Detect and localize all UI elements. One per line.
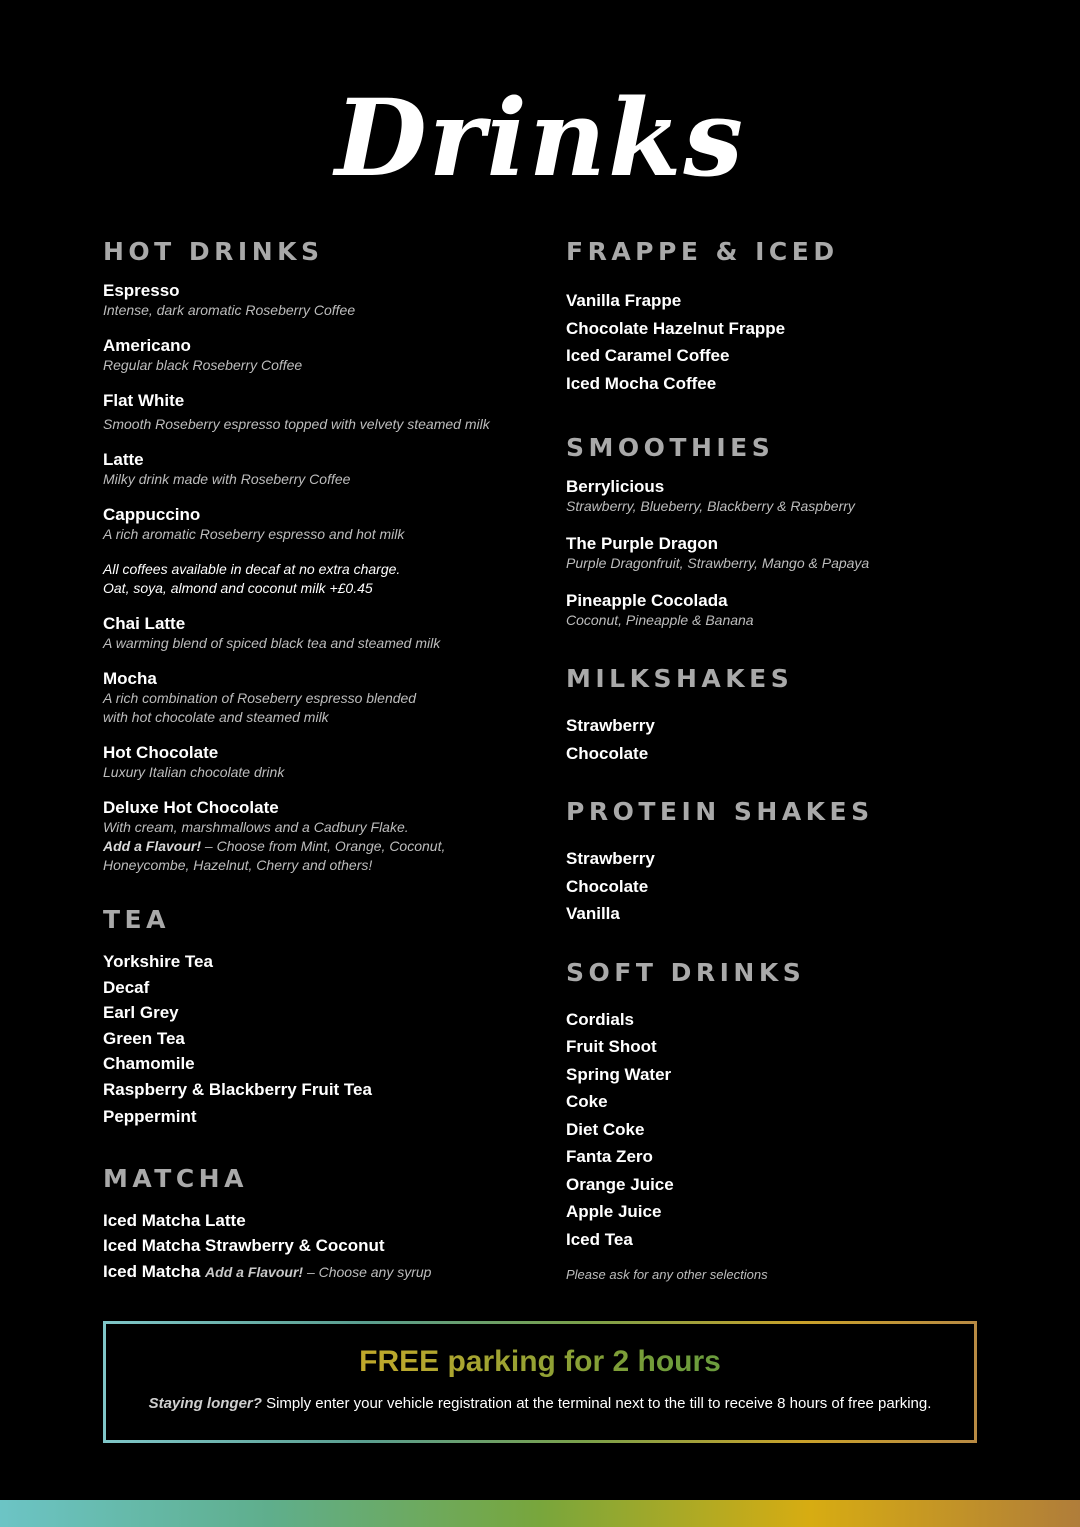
list-item: Strawberry — [566, 716, 655, 735]
item-name: Americano — [103, 336, 191, 355]
item-name: Hot Chocolate — [103, 743, 219, 762]
menu-item — [103, 281, 533, 320]
section-heading: SOFT DRINKS — [566, 957, 806, 987]
tea-list — [103, 949, 533, 1130]
page-title: Drinks — [334, 75, 746, 200]
section-heading: TEA — [103, 905, 170, 934]
parking-info-box — [103, 1321, 977, 1443]
flavour-label: Add a Flavour! — [103, 838, 202, 854]
menu-item — [103, 505, 533, 544]
list-item: Vanilla — [566, 904, 620, 923]
menu-item — [103, 450, 533, 489]
list-item: Chocolate Hazelnut Frappe — [566, 318, 786, 338]
list-item: Spring Water — [566, 1064, 672, 1084]
item-description — [103, 837, 533, 856]
parking-lead: Staying longer? — [148, 1395, 262, 1412]
section-heading: MATCHA — [103, 1163, 248, 1193]
item-name: The Purple Dragon — [566, 534, 719, 553]
frappe-list — [566, 287, 1006, 397]
list-item: Orange Juice — [566, 1174, 674, 1194]
list-item: Diet Coke — [566, 1119, 645, 1139]
list-item: Iced Caramel Coffee — [566, 346, 730, 365]
list-item: Green Tea — [103, 1028, 185, 1048]
item-description: Intense, dark aromatic Roseberry Coffee — [103, 302, 356, 318]
section-heading: PROTEIN SHAKES — [566, 797, 874, 826]
item-name: Mocha — [103, 669, 157, 688]
tea-section — [103, 905, 533, 1130]
list-item: Apple Juice — [566, 1202, 662, 1221]
item-description: Luxury Italian chocolate drink — [103, 764, 285, 780]
soft-drinks-section — [566, 958, 1006, 1283]
item-description: With cream, marshmallows and a Cadbury Flake. — [103, 819, 409, 835]
list-item: Iced Mocha Coffee — [566, 373, 717, 393]
item-name: Pineapple Cocolada — [566, 591, 728, 610]
list-item: Chocolate — [566, 876, 649, 896]
section-heading: MILKSHAKES — [566, 664, 794, 693]
list-item: Yorkshire Tea — [103, 952, 213, 971]
menu-item — [103, 669, 533, 727]
section-heading: SMOOTHIES — [566, 433, 775, 462]
item-description: Coconut, Pineapple & Banana — [566, 612, 754, 628]
item-name: Cappuccino — [103, 505, 201, 524]
parking-text: Simply enter your vehicle registration at the terminal next to the till to receive 8 hours of free parking. — [261, 1395, 932, 1412]
list-item: Chamomile — [103, 1054, 195, 1073]
parking-title: FREE parking for 2 hours — [106, 1344, 974, 1380]
flavour-text: – Choose from Mint, Orange, Coconut, — [201, 838, 446, 854]
matcha-section — [103, 1164, 533, 1286]
menu-item — [566, 591, 1006, 630]
list-item: Chocolate — [566, 743, 649, 763]
menu-item — [566, 477, 1006, 516]
list-item: Fruit Shoot — [566, 1037, 657, 1056]
milkshakes-section — [566, 664, 1006, 767]
flavour-text: – Choose any syrup — [303, 1263, 432, 1280]
item-name: Flat White — [103, 391, 185, 410]
frappe-section — [566, 237, 1006, 397]
list-item: Earl Grey — [103, 1003, 179, 1022]
list-item: Raspberry & Blackberry Fruit Tea — [103, 1079, 372, 1099]
list-item: Vanilla Frappe — [566, 291, 682, 310]
menu-item — [103, 391, 533, 434]
list-item: Iced Matcha Strawberry & Coconut — [103, 1236, 385, 1255]
section-heading: FRAPPE & ICED — [566, 237, 839, 266]
menu-item — [566, 534, 1006, 573]
flavour-note — [205, 1264, 431, 1280]
list-item: Iced Matcha Latte — [103, 1210, 246, 1230]
flavour-label: Add a Flavour! — [205, 1263, 304, 1280]
list-item — [103, 1259, 533, 1286]
list-item: Cordials — [566, 1009, 635, 1029]
item-description: A warming blend of spiced black tea and steamed milk — [103, 635, 441, 651]
footnote: Please ask for any other selections — [566, 1267, 768, 1282]
item-description: A rich combination of Roseberry espresso blended — [103, 690, 417, 706]
menu-item — [103, 798, 533, 875]
item-description: Smooth Roseberry espresso topped with velvety steamed milk — [103, 416, 490, 432]
matcha-list — [103, 1208, 533, 1286]
list-item: Peppermint — [103, 1107, 197, 1126]
list-item: Coke — [566, 1092, 608, 1111]
note-line: All coffees available in decaf at no extra charge. — [103, 561, 401, 577]
hot-drinks-section — [103, 237, 533, 875]
decaf-milk-note — [103, 560, 533, 598]
item-description: Regular black Roseberry Coffee — [103, 357, 303, 373]
item-description: Honeycombe, Hazelnut, Cherry and others! — [103, 857, 373, 873]
item-name: Deluxe Hot Chocolate — [103, 798, 279, 817]
list-item: Fanta Zero — [566, 1147, 653, 1166]
note-line: Oat, soya, almond and coconut milk +£0.45 — [103, 580, 373, 596]
item-name: Chai Latte — [103, 614, 186, 633]
parking-description — [106, 1394, 974, 1414]
right-column — [566, 237, 1006, 1310]
protein-list — [566, 845, 1006, 928]
item-description: Strawberry, Blueberry, Blackberry & Raspberry — [566, 498, 855, 514]
list-item: Decaf — [103, 977, 150, 997]
item-description: Milky drink made with Roseberry Coffee — [103, 471, 351, 487]
item-description: A rich aromatic Roseberry espresso and hot milk — [103, 526, 405, 542]
item-name: Iced Matcha — [103, 1261, 201, 1281]
menu-item — [103, 614, 533, 653]
smoothies-section — [566, 433, 1006, 630]
soft-drinks-list — [566, 1006, 1006, 1254]
left-column — [103, 237, 533, 1313]
menu-item — [103, 743, 533, 782]
item-description: with hot chocolate and steamed milk — [103, 709, 329, 725]
item-name: Berrylicious — [566, 477, 665, 496]
section-heading: HOT DRINKS — [103, 237, 324, 266]
bottom-gradient-bar — [0, 1500, 1080, 1527]
item-name: Latte — [103, 450, 144, 469]
list-item: Iced Tea — [566, 1229, 633, 1249]
menu-item — [103, 336, 533, 375]
milkshakes-list — [566, 712, 1006, 767]
list-item: Strawberry — [566, 849, 655, 868]
item-name: Espresso — [103, 281, 180, 300]
protein-shakes-section — [566, 797, 1006, 928]
item-description: Purple Dragonfruit, Strawberry, Mango & Papaya — [566, 555, 870, 571]
